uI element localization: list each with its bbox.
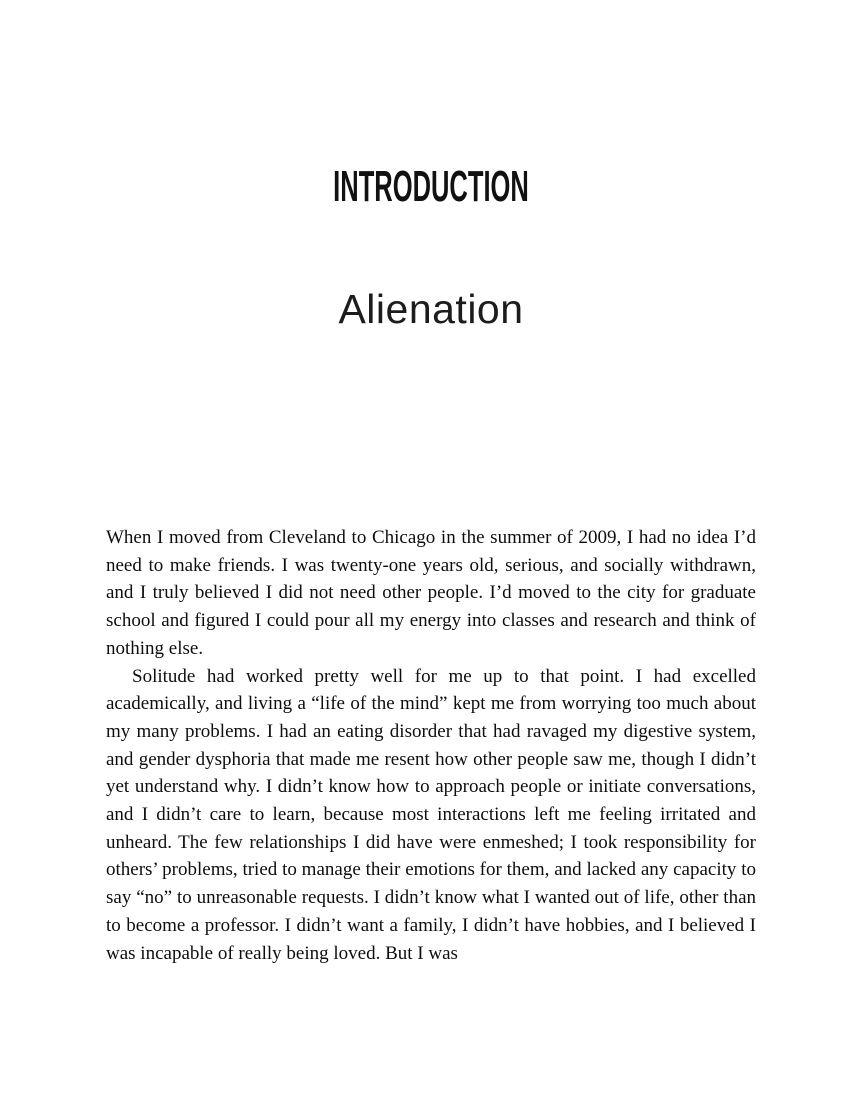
paragraph-1: When I moved from Cleveland to Chicago in the summer of 2009, I had no idea I’d need to make friends. I was twenty-one years old, serious, and socially withdrawn, and I truly believed I did not need other people. I’d moved to the city for graduate school and figured I could pour all my energy into classes and research and think of nothing else. (106, 527, 756, 659)
body-text-block (106, 524, 756, 967)
chapter-kicker: INTRODUCTION (333, 162, 529, 211)
chapter-title: Alienation (338, 286, 524, 332)
paragraph-2: Solitude had worked pretty well for me up to that point. I had excelled academically, and living a “life of the mind” kept me from worrying too much about my many problems. I had an eating disorder that had ravaged my digestive system, and gender dysphoria that made me resent how other people saw me, though I didn’t yet understand why. I didn’t know how to approach people or initiate conversations, and I didn’t care to learn, because most interactions left me feeling irritated and unheard. The few relationships I did have were enmeshed; I took responsibility for others’ problems, tried to manage their emotions for them, and lacked any capacity to say “no” to unreasonable requests. I didn’t know what I wanted out of life, other than to become a professor. I didn’t want a family, I didn’t have hobbies, and I believed I was incapable of really being loved. But I was (106, 665, 756, 964)
